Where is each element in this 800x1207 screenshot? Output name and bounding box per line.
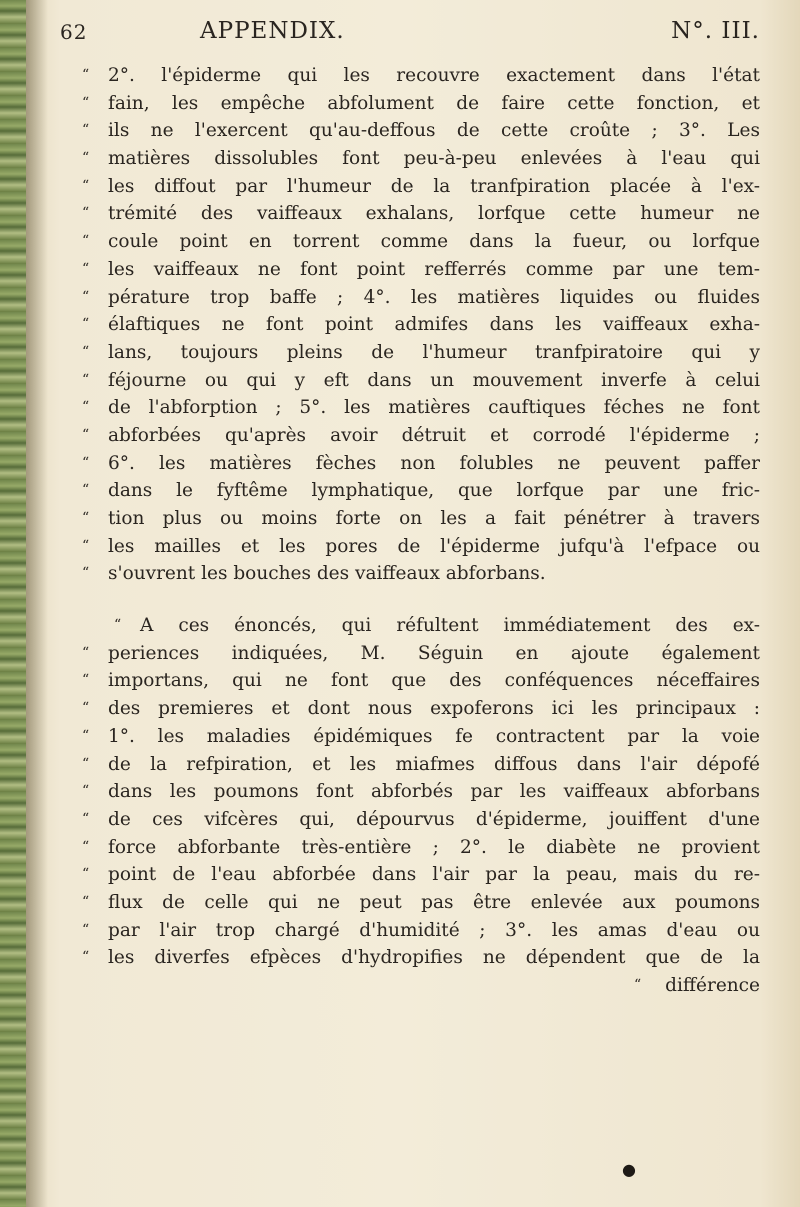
line-text: féjourne ou qui y eft dans un mouvement inverfe à celui bbox=[108, 369, 760, 391]
line-text: les mailles et les pores de l'épiderme jufqu'à l'efpace ou bbox=[108, 535, 760, 557]
text-line bbox=[60, 339, 760, 367]
quote-mark: “ bbox=[82, 233, 90, 250]
line-text: par l'air trop chargé d'humidité ; 3°. les amas d'eau ou bbox=[108, 919, 760, 941]
text-line bbox=[60, 228, 760, 256]
line-text: matières dissolubles font peu-à-peu enlevées à l'eau qui bbox=[108, 148, 760, 170]
running-title: APPENDIX. bbox=[200, 18, 345, 44]
line-text: fain, les empêche abfolument de faire cette fonction, et bbox=[108, 92, 760, 114]
page-number: 62 bbox=[60, 20, 88, 44]
quote-mark: “ bbox=[82, 122, 90, 139]
line-text: des premieres et dont nous expoferons ici les principaux : bbox=[108, 698, 760, 720]
text-line bbox=[60, 751, 760, 779]
text-line bbox=[60, 477, 760, 505]
text-line bbox=[60, 917, 760, 945]
quote-mark: “ bbox=[114, 617, 122, 634]
line-text: flux de celle qui ne peut pas être enlevée aux poumons bbox=[108, 891, 760, 913]
line-text: A ces énoncés, qui réfultent immédiatement des ex- bbox=[140, 615, 760, 637]
line-text: s'ouvrent les bouches des vaiffeaux abforbans. bbox=[108, 563, 546, 585]
quote-mark: “ bbox=[82, 482, 90, 499]
text-line bbox=[60, 834, 760, 862]
line-text: periences indiquées, M. Séguin en ajoute également bbox=[108, 642, 760, 664]
text-line bbox=[60, 505, 760, 533]
bullet-mark-icon: ● bbox=[622, 1160, 636, 1179]
line-text: les vaiffeaux ne font point refferrés comme par une tem- bbox=[108, 258, 760, 280]
quote-mark: “ bbox=[82, 672, 90, 689]
line-text: tion plus ou moins forte on les a fait pénétrer à travers bbox=[108, 508, 760, 529]
running-header bbox=[60, 14, 760, 50]
line-text: ils ne l'exercent qu'au-deffous de cette croûte ; 3°. Les bbox=[108, 120, 760, 142]
line-text: pérature trop baffe ; 4°. les matières liquides ou fluides bbox=[108, 286, 760, 308]
line-text: de ces vifcères qui, dépourvus d'épiderme, jouiffent d'une bbox=[108, 808, 760, 830]
text-line bbox=[60, 806, 760, 834]
line-text: lans, toujours pleins de l'humeur tranfpiratoire qui y bbox=[108, 341, 760, 363]
line-text: de l'abforption ; 5°. les matières cauftiques féches ne font bbox=[108, 397, 760, 419]
paragraph-gap bbox=[60, 588, 760, 612]
text-line bbox=[60, 173, 760, 201]
text-line bbox=[60, 944, 760, 972]
text-line bbox=[60, 256, 760, 284]
text-line bbox=[60, 422, 760, 450]
text-line bbox=[60, 861, 760, 889]
text-line bbox=[60, 200, 760, 228]
line-text: force abforbante très-entière ; 2°. le diabète ne provient bbox=[108, 836, 760, 858]
catchword: différence bbox=[665, 975, 760, 996]
quote-mark: “ bbox=[82, 838, 90, 855]
quote-mark: “ bbox=[82, 866, 90, 883]
quote-mark: “ bbox=[82, 783, 90, 800]
line-text: trémité des vaiffeaux exhalans, lorfque cette humeur ne bbox=[108, 203, 760, 225]
quote-mark: “ bbox=[82, 949, 90, 966]
quote-mark: “ bbox=[82, 205, 90, 222]
text-line bbox=[60, 394, 760, 422]
quote-mark: “ bbox=[634, 977, 642, 993]
line-text: 1°. les maladies épidémiques fe contractent par la voie bbox=[108, 725, 760, 747]
section-number: N°. III. bbox=[671, 18, 760, 44]
text-line bbox=[60, 367, 760, 395]
gutter-shadow bbox=[26, 0, 48, 1207]
catchword-line bbox=[60, 972, 760, 1000]
text-line bbox=[60, 450, 760, 478]
quote-mark: “ bbox=[82, 343, 90, 360]
text-line bbox=[60, 284, 760, 312]
quote-mark: “ bbox=[82, 454, 90, 471]
line-text: abforbées qu'après avoir détruit et corrodé l'épiderme ; bbox=[108, 424, 760, 446]
line-text: les diffout par l'humeur de la tranfpiration placée à l'ex- bbox=[108, 175, 760, 197]
line-text: dans le fyftême lymphatique, que lorfque par une fric- bbox=[108, 480, 760, 502]
quote-mark: “ bbox=[82, 371, 90, 388]
quote-mark: “ bbox=[82, 755, 90, 772]
quote-mark: “ bbox=[82, 810, 90, 827]
line-text: les diverfes efpèces d'hydropifies ne dépendent que de la bbox=[108, 947, 760, 969]
quote-mark: “ bbox=[82, 288, 90, 305]
line-text: 2°. l'épiderme qui les recouvre exactement dans l'état bbox=[108, 65, 760, 86]
quote-mark: “ bbox=[82, 399, 90, 416]
text-line bbox=[60, 533, 760, 561]
line-text: 6°. les matières fèches non folubles ne peuvent paffer bbox=[108, 452, 760, 474]
line-text: point de l'eau abforbée dans l'air par la peau, mais du re- bbox=[108, 864, 760, 886]
quote-mark: “ bbox=[82, 316, 90, 333]
quote-mark: “ bbox=[82, 644, 90, 661]
quote-mark: “ bbox=[82, 893, 90, 910]
text-line bbox=[60, 640, 760, 668]
quote-mark: “ bbox=[82, 565, 90, 582]
text-line bbox=[60, 889, 760, 917]
text-body bbox=[60, 62, 760, 1000]
quote-mark: “ bbox=[82, 67, 90, 83]
quote-mark: “ bbox=[82, 260, 90, 277]
text-line bbox=[60, 145, 760, 173]
line-text: élaftiques ne font point admifes dans les vaiffeaux exha- bbox=[108, 314, 760, 336]
line-text: de la refpiration, et les miafmes diffous dans l'air dépofé bbox=[108, 753, 760, 775]
text-line bbox=[60, 695, 760, 723]
line-text: coule point en torrent comme dans la fueur, ou lorfque bbox=[108, 231, 760, 253]
text-line bbox=[60, 612, 760, 640]
text-line bbox=[60, 723, 760, 751]
quote-mark: “ bbox=[82, 94, 90, 111]
quote-mark: “ bbox=[82, 700, 90, 717]
quote-mark: “ bbox=[82, 150, 90, 167]
line-text: dans les poumons font abforbés par les vaiffeaux abforbans bbox=[108, 781, 760, 803]
text-line bbox=[60, 778, 760, 806]
text-line bbox=[60, 311, 760, 339]
text-line bbox=[60, 667, 760, 695]
text-line bbox=[60, 560, 760, 588]
quote-mark: “ bbox=[82, 510, 90, 526]
text-line bbox=[60, 117, 760, 145]
quote-mark: “ bbox=[82, 537, 90, 554]
binding-edge bbox=[0, 0, 26, 1207]
text-line bbox=[60, 90, 760, 118]
line-text: importans, qui ne font que des conféquences néceffaires bbox=[108, 670, 760, 692]
quote-mark: “ bbox=[82, 921, 90, 938]
text-line bbox=[60, 62, 760, 90]
quote-mark: “ bbox=[82, 727, 90, 744]
quote-mark: “ bbox=[82, 177, 90, 194]
quote-mark: “ bbox=[82, 426, 90, 443]
